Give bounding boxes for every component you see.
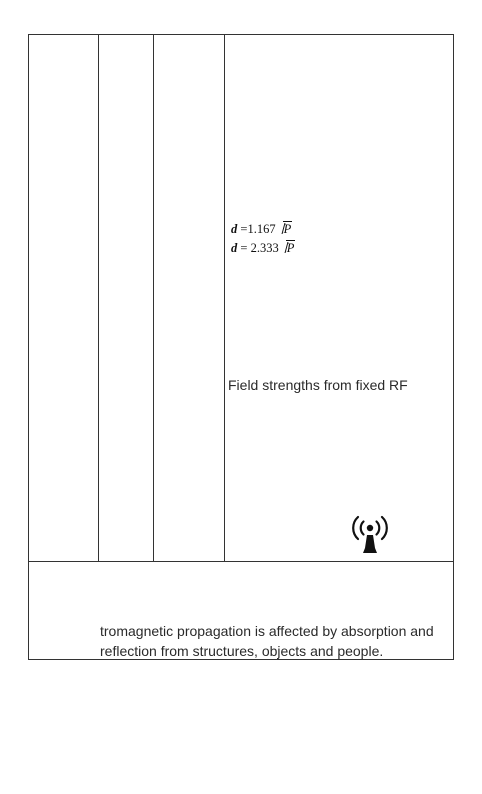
propagation-note-line-2: reflection from structures, objects and people. [100,643,384,659]
row-divider [29,561,453,562]
distance-formula-1: d =1.167 P [231,222,292,236]
field-strength-text: Field strengths from fixed RF [228,377,408,393]
column-divider-1 [98,35,99,561]
distance-formula-2: d = 2.333 P [231,241,295,255]
non-ionizing-radiation-icon [347,515,393,555]
column-divider-3 [224,35,225,561]
specification-table [28,34,454,660]
column-divider-2 [153,35,154,561]
propagation-note-line-1: tromagnetic propagation is affected by absorption and [100,623,434,639]
